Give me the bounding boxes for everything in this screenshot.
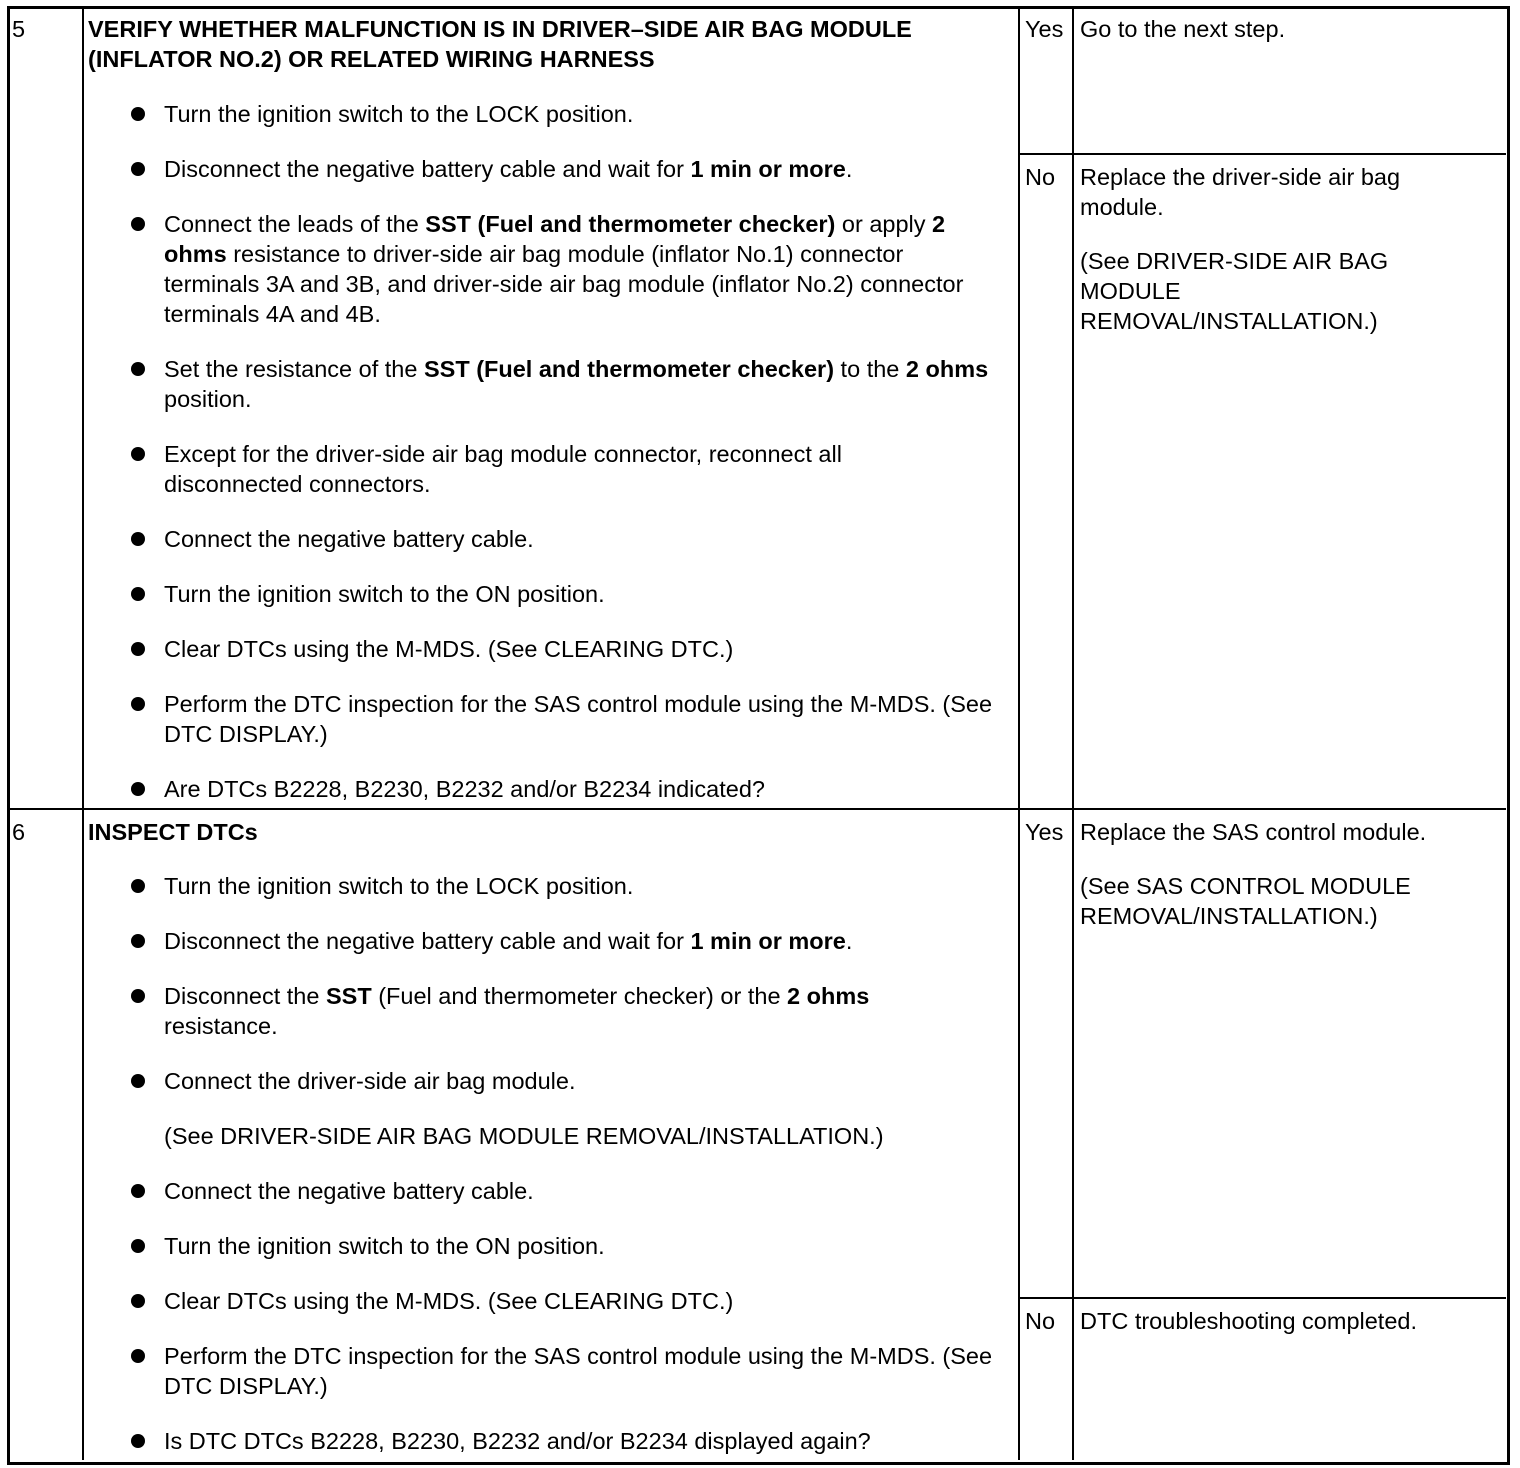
step-title-line-2: (INFLATOR NO.2) OR RELATED WIRING HARNESS (88, 46, 655, 72)
bullet-emphasis: 2 ohms (905, 356, 989, 382)
bullet-icon (131, 989, 145, 1003)
bullet-emphasis: SST (Fuel and thermometer checker) (425, 211, 836, 237)
bullet-note: (See DRIVER-SIDE AIR BAG MODULE REMOVAL/INSTALLATION.) (164, 1123, 884, 1149)
yes-result-reference: (See SAS CONTROL MODULE REMOVAL/INSTALLATION.) (1080, 873, 1411, 929)
no-result (1080, 1306, 1500, 1336)
bullet-segment: or apply (835, 211, 933, 237)
bullet-emphasis: 2 ohms (164, 211, 952, 267)
bullet-segment: position. (164, 356, 995, 412)
bullet-icon (131, 162, 145, 176)
bullet-item (164, 439, 924, 499)
bullet-segment: (Fuel and thermometer checker) or the (371, 983, 788, 1009)
bullet-icon (131, 1074, 145, 1088)
answer-yes-label: Yes (1025, 819, 1064, 845)
bullet-item (164, 689, 1004, 749)
no-result-text: Replace the driver-side air bag module. (1080, 164, 1401, 220)
bullet-icon (131, 1434, 145, 1448)
bullet-item (164, 209, 994, 329)
bullet-segment: Connect the negative battery cable. (164, 1178, 534, 1204)
column-divider-step (82, 8, 84, 1460)
bullet-segment: Are DTCs B2228, B2230, B2232 and/or B2234 indicated? (164, 776, 765, 802)
bullet-item (164, 99, 1004, 129)
row-divider-step5-yes-no (1018, 153, 1506, 155)
bullet-icon (131, 782, 145, 796)
bullet-icon (131, 697, 145, 711)
bullet-segment: Turn the ignition switch to the ON position. (164, 1233, 605, 1259)
bullet-item (164, 154, 1004, 184)
bullet-segment: resistance to driver-side air bag module (inflator No.1) connector terminals 3A and 3B, and driver-side air bag module (inflator No.2) connector terminals 4A and 4B. (164, 241, 970, 327)
bullet-item (164, 926, 1004, 956)
bullet-icon (131, 1349, 145, 1363)
bullet-emphasis: 1 min or more (690, 156, 846, 182)
bullet-segment: Perform the DTC inspection for the SAS control module using the M-MDS. (See DTC DISPLAY.) (164, 691, 999, 747)
bullet-item (164, 1426, 1004, 1456)
answer-no-label: No (1025, 1308, 1056, 1334)
step-number: 6 (12, 819, 26, 845)
bullet-segment: Connect the driver-side air bag module. (164, 1068, 576, 1094)
bullet-icon (131, 107, 145, 121)
bullet-emphasis: SST (Fuel and thermometer checker) (423, 356, 835, 382)
bullet-segment: . (845, 928, 853, 954)
bullet-item (164, 981, 954, 1041)
bullet-segment: Connect the leads of the (164, 211, 426, 237)
no-result-text: DTC troubleshooting completed. (1080, 1308, 1418, 1334)
bullet-item (164, 1066, 1004, 1096)
bullet-segment: resistance. (164, 983, 876, 1039)
yes-result-text: Go to the next step. (1080, 16, 1286, 42)
bullet-item (164, 1341, 1004, 1401)
bullet-segment: . (845, 156, 853, 182)
bullet-icon (131, 1239, 145, 1253)
bullet-segment: Clear DTCs using the M-MDS. (See CLEARING DTC.) (164, 1288, 734, 1314)
bullet-emphasis: 2 ohms (787, 983, 870, 1009)
column-divider-action (1072, 8, 1074, 1460)
bullet-item (164, 1176, 1004, 1206)
answer-no-label: No (1025, 164, 1056, 190)
bullet-item (164, 871, 1004, 901)
bullet-icon (131, 587, 145, 601)
bullet-icon (131, 532, 145, 546)
no-result (1080, 162, 1440, 336)
step-title-line-1: VERIFY WHETHER MALFUNCTION IS IN DRIVER–SIDE AIR BAG MODULE (88, 16, 912, 42)
bullet-icon (131, 362, 145, 376)
bullet-segment: Except for the driver-side air bag module connector, reconnect all disconnected connectors. (164, 441, 849, 497)
bullet-emphasis: 1 min or more (690, 928, 846, 954)
bullet-segment: Disconnect the (164, 983, 326, 1009)
bullet-segment: to the (834, 356, 906, 382)
yes-result-text: Replace the SAS control module. (1080, 819, 1427, 845)
bullet-icon (131, 447, 145, 461)
bullet-segment: Disconnect the negative battery cable and wait for (164, 928, 691, 954)
bullet-item (164, 579, 1004, 609)
bullet-icon (131, 1184, 145, 1198)
bullet-item (164, 634, 1004, 664)
bullet-icon (131, 934, 145, 948)
no-result-reference: (See DRIVER-SIDE AIR BAG MODULE REMOVAL/INSTALLATION.) (1080, 248, 1389, 334)
step-title-line-1: INSPECT DTCs (88, 819, 258, 845)
bullet-segment: Disconnect the negative battery cable and wait for (164, 156, 691, 182)
bullet-item (164, 1286, 1004, 1316)
row-divider-step5-step6 (8, 808, 1506, 810)
bullet-segment: Connect the negative battery cable. (164, 526, 534, 552)
answer-yes-label: Yes (1025, 16, 1064, 42)
bullet-segment: Is DTC DTCs B2228, B2230, B2232 and/or B2234 displayed again? (164, 1428, 871, 1454)
bullet-segment: Clear DTCs using the M-MDS. (See CLEARING DTC.) (164, 636, 734, 662)
bullet-icon (131, 879, 145, 893)
column-divider-answer (1018, 8, 1020, 1460)
bullet-segment: Perform the DTC inspection for the SAS control module using the M-MDS. (See DTC DISPLAY.) (164, 1343, 999, 1399)
bullet-icon (131, 642, 145, 656)
bullet-segment: Turn the ignition switch to the ON position. (164, 581, 605, 607)
bullet-segment: Set the resistance of the (164, 356, 424, 382)
bullet-segment: Turn the ignition switch to the LOCK position. (164, 873, 634, 899)
bullet-icon (131, 217, 145, 231)
bullet-item (164, 524, 1004, 554)
yes-result (1080, 14, 1500, 44)
bullet-emphasis: SST (325, 983, 372, 1009)
bullet-item (164, 1231, 1004, 1261)
row-divider-step6-yes-no (1018, 1297, 1506, 1299)
yes-result (1080, 817, 1500, 931)
bullet-item (164, 354, 994, 414)
bullet-item (164, 774, 1004, 804)
bullet-segment: Turn the ignition switch to the LOCK position. (164, 101, 634, 127)
step-number: 5 (12, 16, 26, 42)
bullet-icon (131, 1294, 145, 1308)
